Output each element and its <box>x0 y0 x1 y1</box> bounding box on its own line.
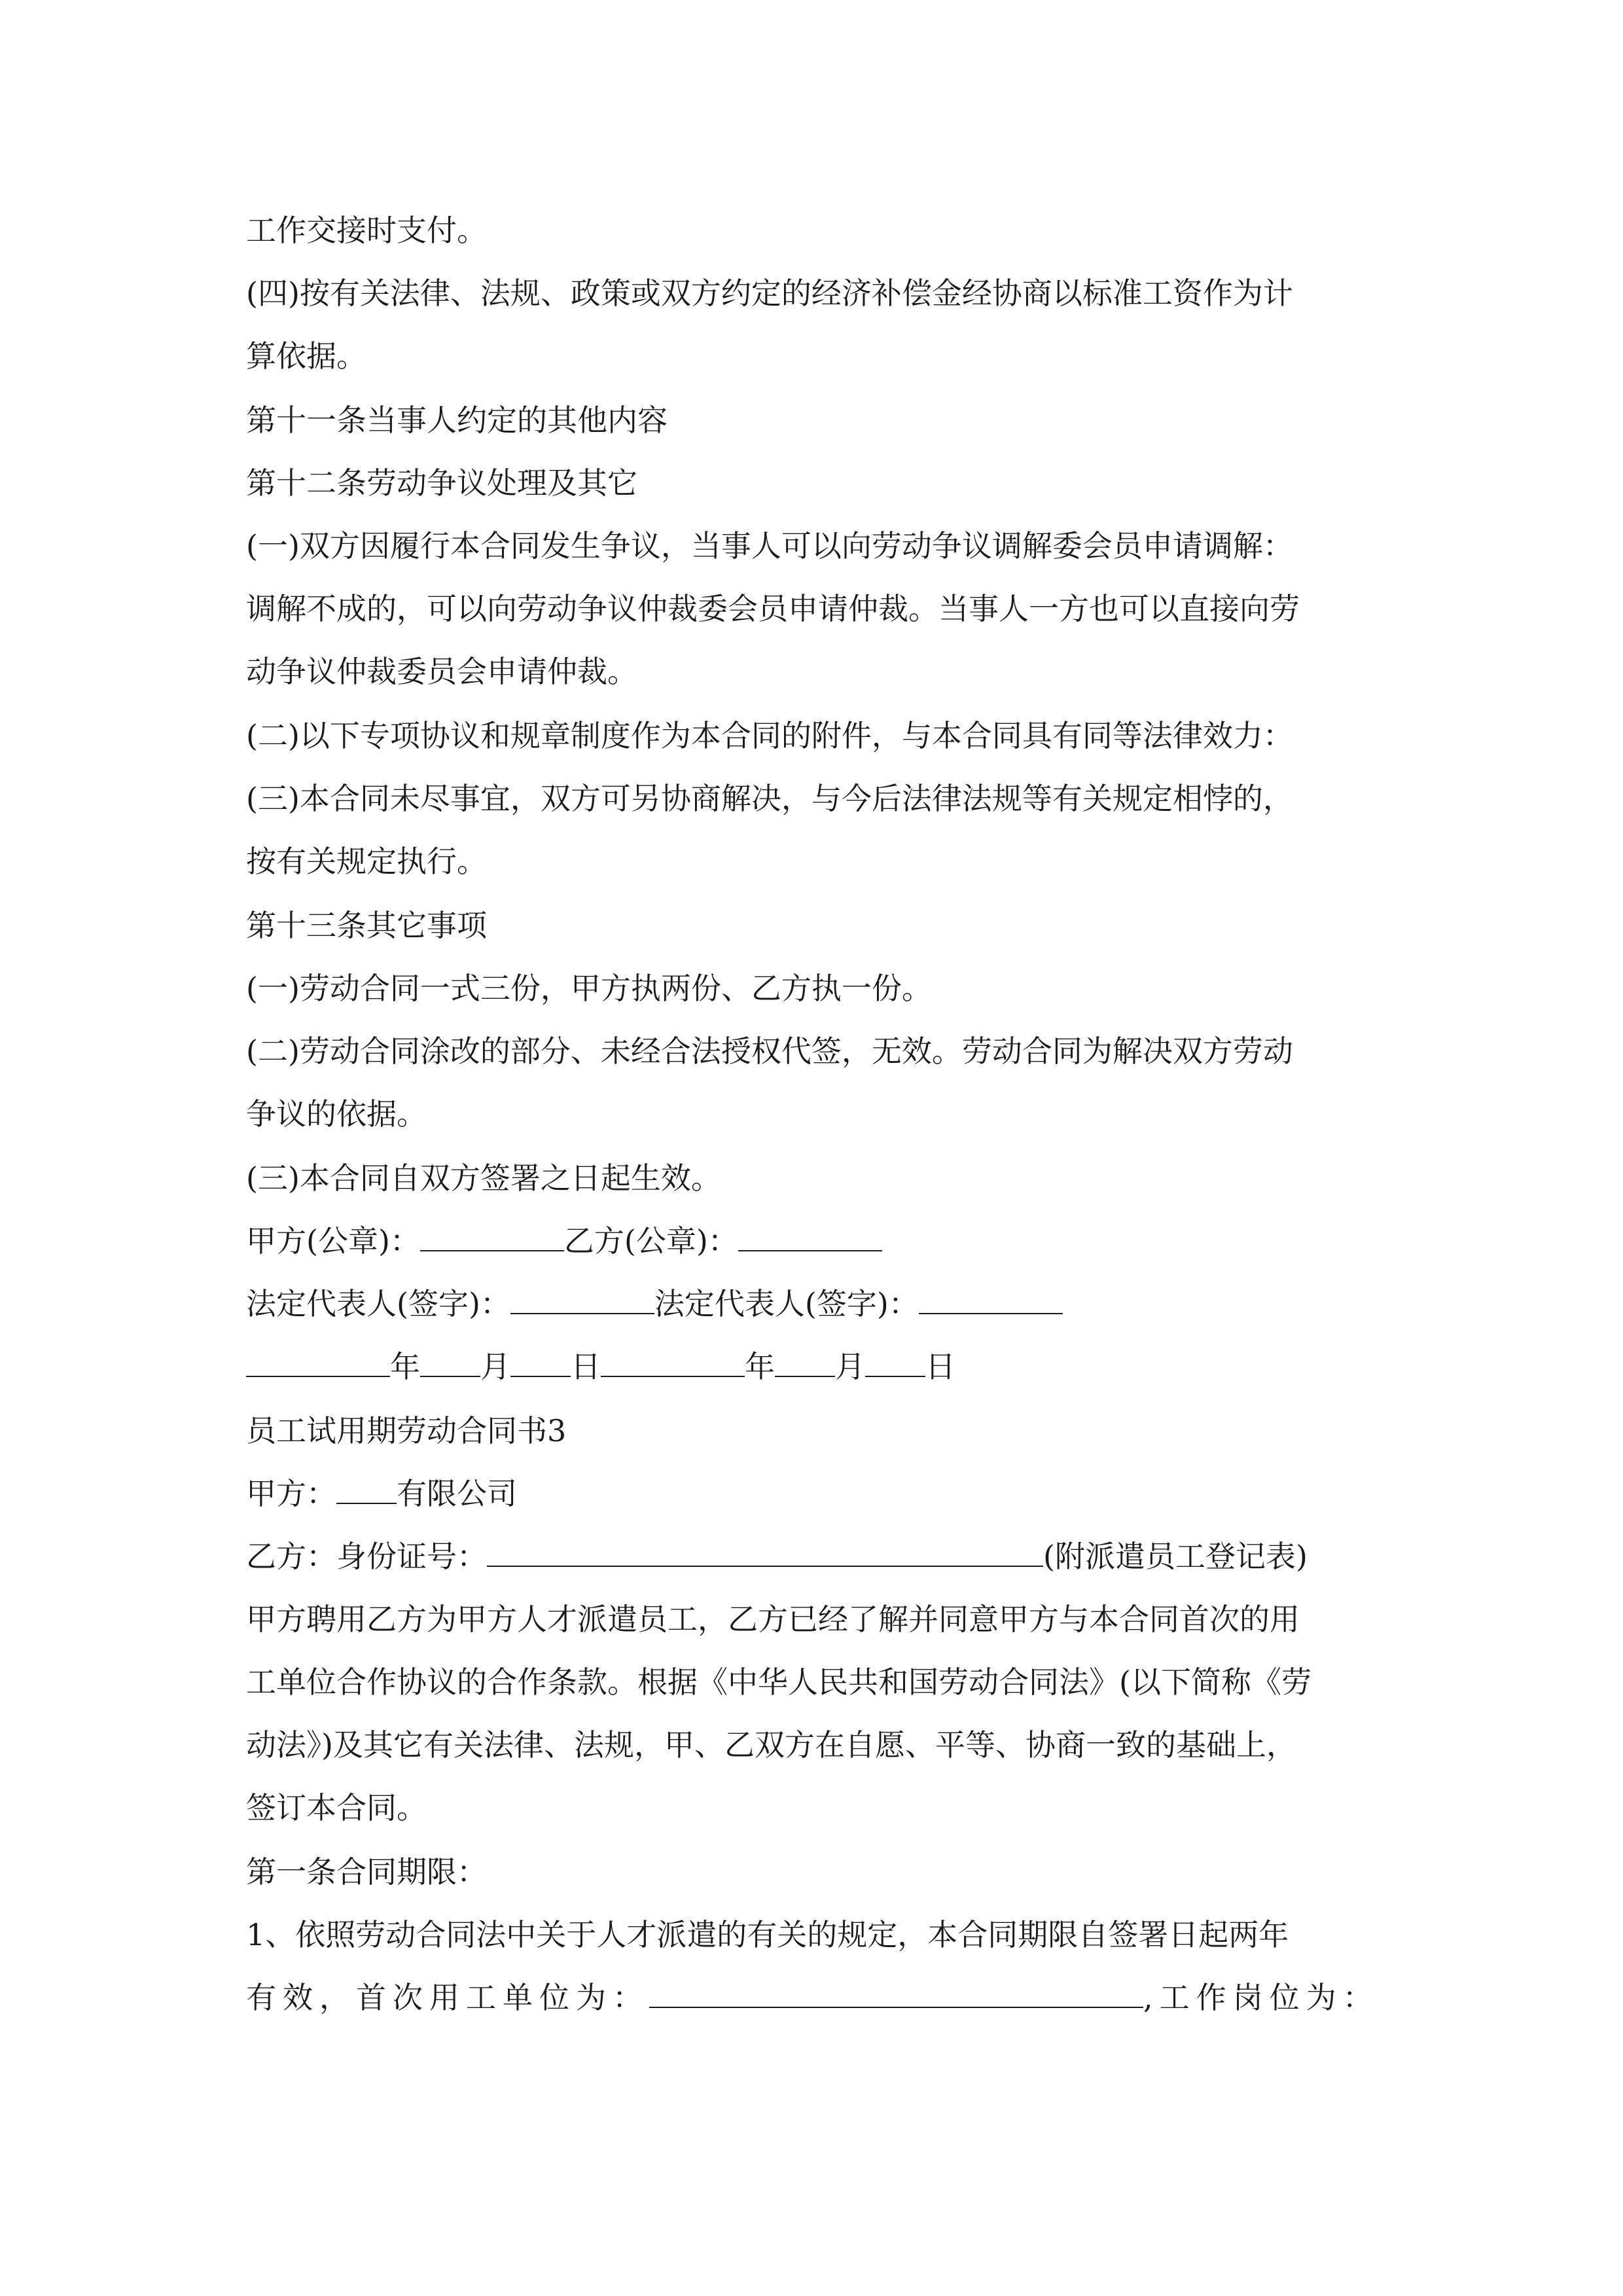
article-11-heading: 第十一条当事人约定的其他内容 <box>246 403 668 438</box>
text-line-11: 按有关规定执行。 <box>246 844 487 879</box>
rep-a-label: 法定代表人(签字)： <box>246 1286 510 1321</box>
contract-3-title: 员工试用期劳动合同书3 <box>246 1413 567 1448</box>
id-number-blank[interactable] <box>487 1539 1043 1567</box>
year-b: 年 <box>745 1349 775 1384</box>
rep-b-label: 法定代表人(签字)： <box>654 1286 919 1321</box>
text-line-24: 工单位合作协议的合作条款。根据《中华人民共和国劳动合同法》(以下简称《劳 <box>246 1664 1311 1700</box>
party-a-seal-blank[interactable] <box>420 1224 564 1251</box>
party-b-id-label: 乙方：身份证号： <box>246 1539 487 1574</box>
text-line-28: 1、依照劳动合同法中关于人才派遣的有关的规定，本合同期限自签署日起两年 <box>246 1917 1289 1952</box>
party-b-seal-label: 乙方(公章)： <box>563 1223 738 1259</box>
text-line-15: 争议的依据。 <box>246 1096 427 1132</box>
text-line-10: (三)本合同未尽事宜，双方可另协商解决，与今后法律法规等有关规定相悖的， <box>246 781 1293 816</box>
party-b-seal-blank[interactable] <box>738 1224 882 1251</box>
contract-3-party-b <box>246 1537 1308 1576</box>
day-a-blank[interactable] <box>510 1350 571 1377</box>
article-13-heading: 第十三条其它事项 <box>246 908 487 943</box>
rep-a-blank[interactable] <box>510 1287 654 1314</box>
text-line-7: 调解不成的，可以向劳动争议仲裁委会员申请仲裁。当事人一方也可以直接向劳 <box>246 591 1300 626</box>
text-line-26: 签订本合同。 <box>246 1790 427 1825</box>
company-suffix: 有限公司 <box>397 1476 517 1511</box>
first-unit-label: 有效，首次用工单位为： <box>246 1980 649 2015</box>
signature-rep-line <box>246 1284 1063 1323</box>
text-line-1: 工作交接时支付。 <box>246 213 487 248</box>
day-b-blank[interactable] <box>865 1350 925 1377</box>
month-a-blank[interactable] <box>420 1350 480 1377</box>
text-line-13: (一)劳动合同一式三份，甲方执两份、乙方执一份。 <box>246 971 932 1006</box>
date-a-blank[interactable] <box>246 1350 390 1377</box>
company-name-blank[interactable] <box>336 1477 397 1504</box>
text-line-16: (三)本合同自双方签署之日起生效。 <box>246 1160 721 1196</box>
month-b: 月 <box>835 1349 865 1384</box>
rep-b-blank[interactable] <box>919 1287 1063 1314</box>
text-line-25: 动法》)及其它有关法律、法规，甲、乙双方在自愿、平等、协商一致的基础上， <box>246 1727 1296 1763</box>
party-a-label: 甲方： <box>246 1476 336 1511</box>
year-a: 年 <box>390 1349 420 1384</box>
party-a-seal-label: 甲方(公章)： <box>246 1223 420 1259</box>
contract-3-party-a <box>246 1474 517 1513</box>
position-label: ,工作岗位为： <box>1143 1980 1380 2015</box>
signature-date-line <box>246 1347 955 1386</box>
text-line-9: (二)以下专项协议和规章制度作为本合同的附件，与本合同具有同等法律效力： <box>246 718 1293 753</box>
month-a: 月 <box>480 1349 510 1384</box>
day-b: 日 <box>925 1349 955 1384</box>
text-line-8: 动争议仲裁委员会申请仲裁。 <box>246 654 637 689</box>
first-unit-blank[interactable] <box>649 1981 1143 2008</box>
text-line-2: (四)按有关法律、法规、政策或双方约定的经济补偿金经协商以标准工资作为计 <box>246 276 1293 311</box>
party-b-note: (附派遣员工登记表) <box>1043 1539 1308 1574</box>
month-b-blank[interactable] <box>775 1350 835 1377</box>
date-b-blank[interactable] <box>601 1350 745 1377</box>
article-1-heading: 第一条合同期限： <box>246 1854 487 1890</box>
text-line-14: (二)劳动合同涂改的部分、未经合法授权代签，无效。劳动合同为解决双方劳动 <box>246 1033 1293 1069</box>
signature-party-line <box>246 1221 882 1261</box>
text-line-3: 算依据。 <box>246 338 366 374</box>
text-line-6: (一)双方因履行本合同发生争议，当事人可以向劳动争议调解委会员申请调解： <box>246 528 1293 564</box>
article-12-heading: 第十二条劳动争议处理及其它 <box>246 465 637 501</box>
day-a: 日 <box>571 1349 601 1384</box>
text-line-29 <box>246 1978 1380 2017</box>
text-line-23: 甲方聘用乙方为甲方人才派遣员工，乙方已经了解并同意甲方与本合同首次的用 <box>246 1602 1300 1637</box>
